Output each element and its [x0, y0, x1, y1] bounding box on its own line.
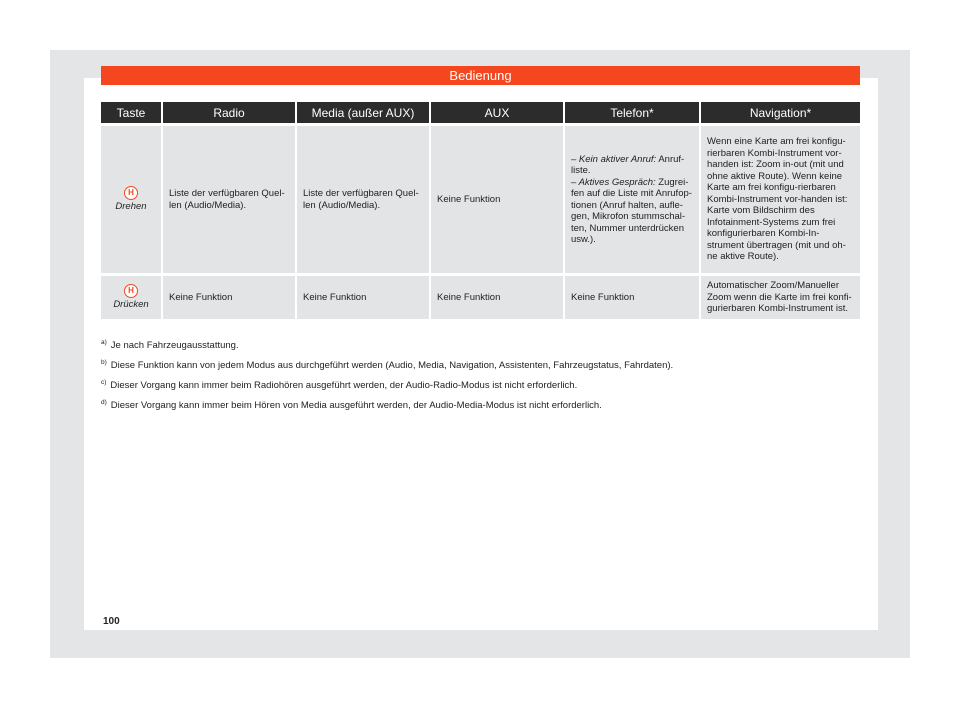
header-taste: Taste: [101, 102, 163, 123]
key-cell: [101, 123, 163, 273]
telefon-cell: Keine Funktion: [565, 273, 701, 319]
key-cell: [101, 273, 163, 319]
aux-cell: Keine Funktion: [431, 123, 565, 273]
telefon-label-2: – Aktives Gespräch:: [571, 176, 656, 188]
footnote-text: Dieser Vorgang kann immer beim Radiohören ausgeführt werden, der Audio-Radio-Modus ist nicht erforderlich.: [110, 380, 578, 392]
telefon-text-1: Anruf-liste.: [571, 153, 685, 176]
table-row: [101, 273, 860, 319]
telefon-cell: [565, 123, 701, 273]
header-aux: AUX: [431, 102, 565, 123]
media-cell: Keine Funktion: [297, 273, 431, 319]
footnote-mark: b): [101, 359, 107, 367]
footnote: [101, 337, 860, 352]
navigation-cell: Automatischer Zoom/Manueller Zoom wenn die Karte im frei konfi-gurierbaren Kombi-Instrument ist.: [701, 273, 860, 319]
header-radio: Radio: [163, 102, 297, 123]
footnote: [101, 357, 860, 372]
footnote-text: Dieser Vorgang kann immer beim Hören von Media ausgeführt werden, der Audio-Media-Modus ist nicht erforderlich.: [110, 400, 602, 412]
knob-icon: H: [124, 284, 138, 298]
footnote: [101, 377, 860, 392]
aux-cell: Keine Funktion: [431, 273, 565, 319]
radio-cell: Keine Funktion: [163, 273, 297, 319]
media-cell: Liste der verfügbaren Quel-len (Audio/Media).: [297, 123, 431, 273]
controls-table: [101, 102, 860, 319]
header-navigation: Navigation*: [701, 102, 860, 123]
navigation-cell: Wenn eine Karte am frei konfigu-rierbaren Kombi-Instrument vor-handen ist: Zoom in-out (mit und ohne aktive Route). Wenn keine Karte am frei konfigu-rierbaren Kombi-Instrument vor-handen ist: Karte vom Bildschirm des Infotainment-Systems zum frei konfigurierbaren Kombi-In-strument übertragen (mit und oh-ne aktive Route).: [701, 123, 860, 273]
page-number: 100: [103, 616, 120, 627]
telefon-text-2: Zugrei-fen auf die Liste mit Anrufop-tionen (Anruf halten, aufle-gen, Mikrofon stummschal-ten, Nummer unterdrücken usw.).: [571, 176, 692, 245]
footnote-mark: a): [101, 339, 107, 346]
radio-cell: Liste der verfügbaren Quel-len (Audio/Media).: [163, 123, 297, 273]
section-banner: Bedienung: [101, 66, 860, 85]
header-telefon: Telefon*: [565, 102, 701, 123]
table-row: [101, 123, 860, 273]
table-header-row: [101, 102, 860, 123]
footnotes: [101, 337, 860, 418]
key-action: Drehen: [115, 201, 147, 213]
key-action: Drücken: [113, 299, 149, 311]
telefon-label-1: – Kein aktiver Anruf:: [571, 153, 657, 165]
header-media: Media (außer AUX): [297, 102, 431, 123]
footnote-text: Je nach Fahrzeugausstattung.: [110, 340, 239, 352]
footnote-mark: c): [101, 379, 107, 387]
footnote-mark: d): [101, 399, 107, 407]
footnote-text: Diese Funktion kann von jedem Modus aus durchgeführt werden (Audio, Media, Navigation, Assistenten, Fahrzeugstatus, Fahrdaten).: [110, 360, 674, 372]
footnote: [101, 397, 860, 412]
knob-icon: H: [124, 186, 138, 200]
